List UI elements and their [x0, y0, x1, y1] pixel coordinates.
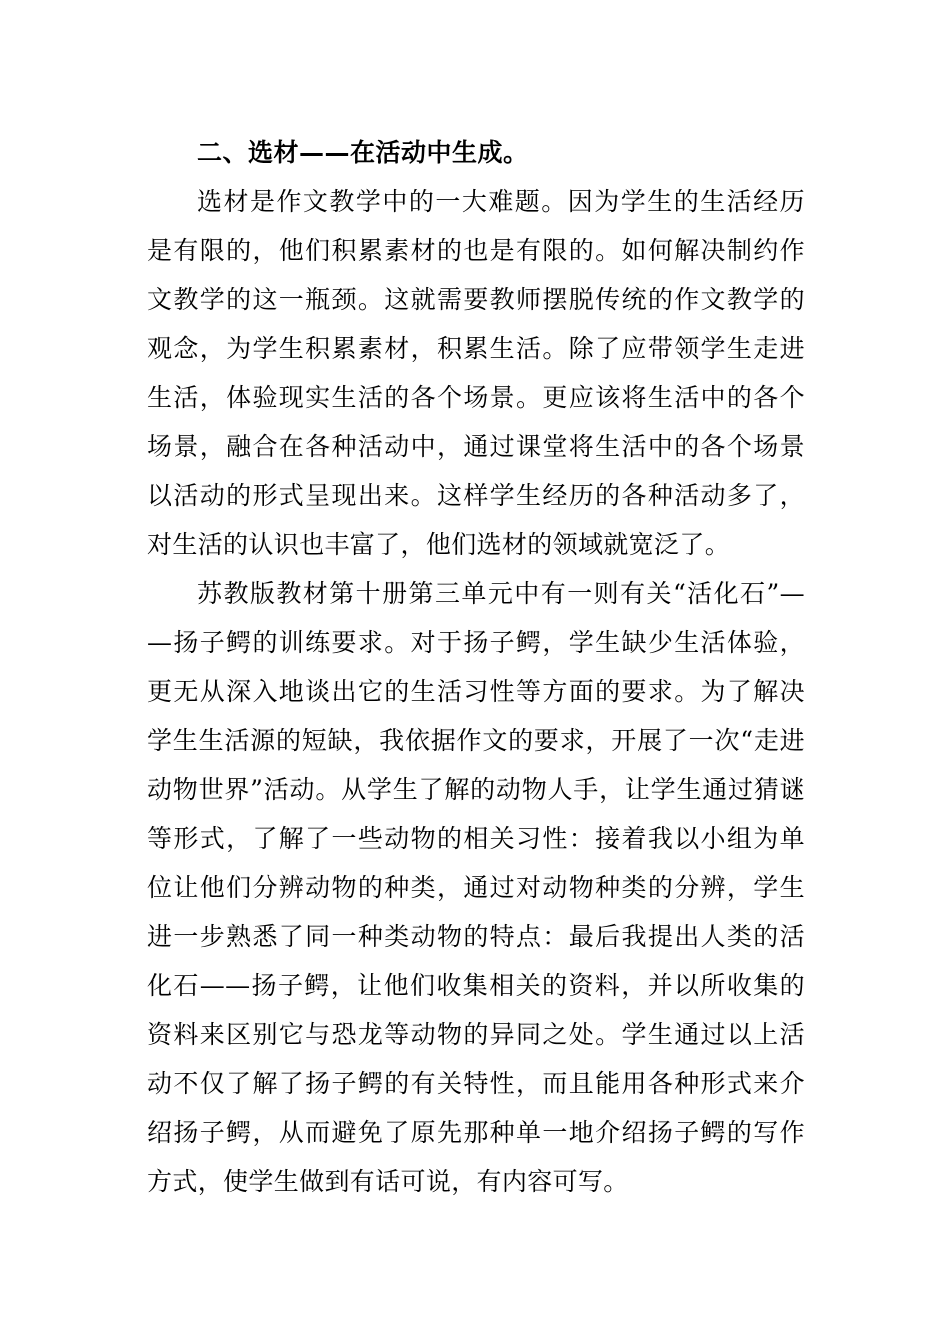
paragraph-1: 选材是作文教学中的一大难题。因为学生的生活经历是有限的，他们积累素材的也是有限的。如何解决制约作文教学的这一瓶颈。这就需要教师摆脱传统的作文教学的观念，为学生积累素材，积累生活。除了应带领学生走进生活，体验现实生活的各个场景。更应该将生活中的各个场景，融合在各种活动中，通过课堂将生活中的各个场景以活动的形式呈现出来。这样学生经历的各种活动多了，对生活的认识也丰富了，他们选材的领域就宽泛了。 [147, 187, 805, 559]
paragraph-2: 苏教版教材第十册第三单元中有一则有关“活化石”——扬子鳄的训练要求。对于扬子鳄，学生缺少生活体验，更无从深入地谈出它的生活习性等方面的要求。为了解决学生生活源的短缺，我依据作文的要求，开展了一次“走进动物世界”活动。从学生了解的动物人手，让学生通过猜谜等形式，了解了一些动物的相关习性：接着我以小组为单位让他们分辨动物的种类，通过对动物种类的分辨，学生进一步熟悉了同一种类动物的特点：最后我提出人类的活化石——扬子鳄，让他们收集相关的资料，并以所收集的资料来区别它与恐龙等动物的异同之处。学生通过以上活动不仅了解了扬子鳄的有关特性，而且能用各种形式来介绍扬子鳄，从而避免了原先那种单一地介绍扬子鳄的写作方式，使学生做到有话可说，有内容可写。 [147, 579, 805, 1196]
section-heading: 二、选材——在活动中生成。 [197, 138, 529, 167]
document-body [147, 128, 805, 1206]
